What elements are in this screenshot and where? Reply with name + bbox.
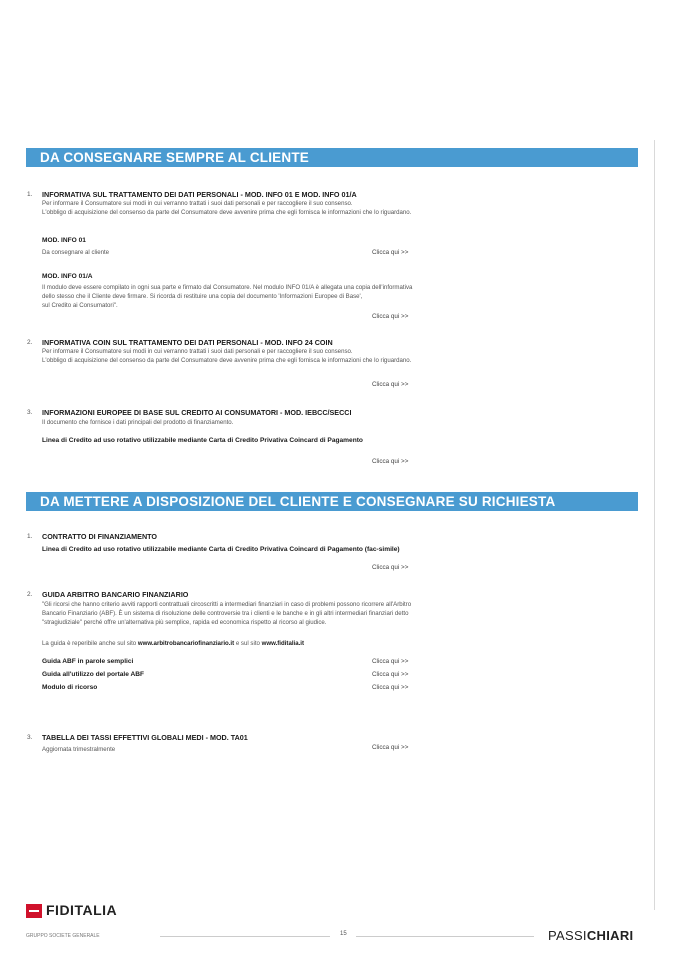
- download-link[interactable]: Clicca qui >>: [372, 658, 409, 665]
- download-link[interactable]: Clicca qui >>: [372, 671, 409, 678]
- sub-title: MOD. INFO 01/A: [42, 273, 93, 280]
- download-link[interactable]: Clicca qui >>: [372, 458, 409, 465]
- item-text: Bancario Finanziario (ABF). È un sistema di risoluzione delle controversie tra i clienti e le banche e in gli altri intermediari finanziari detto: [42, 610, 409, 617]
- row-label: Modulo di ricorso: [42, 684, 98, 691]
- sub-text: Da consegnare al cliente: [42, 249, 110, 256]
- download-link[interactable]: Clicca qui >>: [372, 249, 409, 256]
- section-title: DA METTERE A DISPOSIZIONE DEL CLIENTE E CONSEGNARE SU RICHIESTA: [40, 494, 556, 509]
- download-link[interactable]: Clicca qui >>: [372, 313, 409, 320]
- sub-title: Linea di Credito ad uso rotativo utilizzabile mediante Carta di Credito Privativa Coincard di Pagamento (fac-simile): [42, 546, 400, 553]
- sub-title: MOD. INFO 01: [42, 237, 86, 244]
- item-number: 3.: [27, 409, 33, 416]
- item-number: 2.: [27, 339, 33, 346]
- item-number: 1.: [27, 191, 33, 198]
- text-fragment: e sul sito: [234, 640, 262, 647]
- logo-mark-icon: [26, 904, 42, 918]
- download-link[interactable]: Clicca qui >>: [372, 564, 409, 571]
- passi-chiari-brand: [548, 928, 633, 943]
- page-number: 15: [340, 931, 347, 937]
- sub-title: Linea di Credito ad uso rotativo utilizzabile mediante Carta di Credito Privativa Coincard di Pagamento: [42, 437, 363, 444]
- item-text: L'obbligo di acquisizione del consenso da parte del Consumatore deve avvenire prima che egli fornisca le informazioni che lo riguardano.: [42, 209, 412, 216]
- margin-rule: [654, 140, 655, 910]
- item-title: CONTRATTO DI FINANZIAMENTO: [42, 532, 157, 541]
- row-label: Guida all'utilizzo del portale ABF: [42, 671, 145, 678]
- download-link[interactable]: Clicca qui >>: [372, 684, 409, 691]
- sub-text: dello stesso che il Cliente deve firmare. Si ricorda di restituire una copia del documento 'Informazioni Europee di Base',: [42, 293, 363, 300]
- download-link[interactable]: Clicca qui >>: [372, 744, 409, 751]
- text-fragment: La guida è reperibile anche sul sito: [42, 640, 138, 647]
- item-number: 1.: [27, 533, 33, 540]
- footer-divider: [356, 936, 534, 937]
- item-text: L'obbligo di acquisizione del consenso da parte del Consumatore deve avvenire prima che egli fornisca le informazioni che lo riguardano.: [42, 357, 412, 364]
- section-header-on-request: [26, 492, 638, 511]
- footer-divider: [160, 936, 330, 937]
- download-link[interactable]: Clicca qui >>: [372, 381, 409, 388]
- footer-group-text: GRUPPO SOCIETE GENERALE: [26, 933, 100, 939]
- item-title: INFORMATIVA SUL TRATTAMENTO DEI DATI PERSONALI - MOD. INFO 01 E MOD. INFO 01/A: [42, 190, 357, 199]
- row-label: Guida ABF in parole semplici: [42, 658, 134, 665]
- item-number: 2.: [27, 591, 33, 598]
- item-text: "stragiudiziale" perché offre un'alternativa più semplice, rapida ed economica rispetto al ricorso al giudice.: [42, 619, 327, 626]
- item-title: GUIDA ARBITRO BANCARIO FINANZIARIO: [42, 590, 189, 599]
- section-title: DA CONSEGNARE SEMPRE AL CLIENTE: [40, 150, 309, 165]
- item-title: TABELLA DEI TASSI EFFETTIVI GLOBALI MEDI - MOD. TA01: [42, 733, 248, 742]
- item-text: Per informare il Consumatore sui modi in cui verranno trattati i suoi dati personali e per raccogliere il suo consenso.: [42, 348, 353, 355]
- brand-part: PASSI: [548, 928, 587, 943]
- abf-website-link[interactable]: www.arbitrobancariofinanziario.it: [137, 640, 235, 647]
- logo-text: FIDITALIA: [46, 902, 118, 918]
- item-text: Il documento che fornisce i dati principali del prodotto di finanziamento.: [42, 419, 234, 426]
- item-title: INFORMAZIONI EUROPEE DI BASE SUL CREDITO AI CONSUMATORI - MOD. IEBCC/SECCI: [42, 408, 352, 417]
- item-title: INFORMATIVA COIN SUL TRATTAMENTO DEI DATI PERSONALI - MOD. INFO 24 COIN: [42, 338, 333, 347]
- item-number: 3.: [27, 734, 33, 741]
- item-text: Aggiornata trimestralmente: [42, 746, 116, 753]
- fiditalia-website-link[interactable]: www.fiditalia.it: [261, 640, 305, 647]
- sub-text: sul Credito ai Consumatori".: [42, 302, 118, 309]
- sub-text: Il modulo deve essere compilato in ogni sua parte e firmato dal Consumatore. Nel modulo INFO 01/A è allegata una copia dell'informativa: [42, 284, 413, 291]
- item-text: [42, 640, 304, 647]
- fiditalia-logo: [26, 901, 146, 921]
- brand-part-bold: CHIARI: [586, 928, 634, 943]
- item-text: Per informare il Consumatore sui modi in cui verranno trattati i suoi dati personali e per raccogliere il suo consenso.: [42, 200, 353, 207]
- section-header-always: [26, 148, 638, 167]
- item-text: "Gli ricorsi che hanno criterio avviti rapporti contrattuali circoscritti a intermediari finanziari in caso di problemi possono ricorrere all'Arbitro: [42, 601, 412, 608]
